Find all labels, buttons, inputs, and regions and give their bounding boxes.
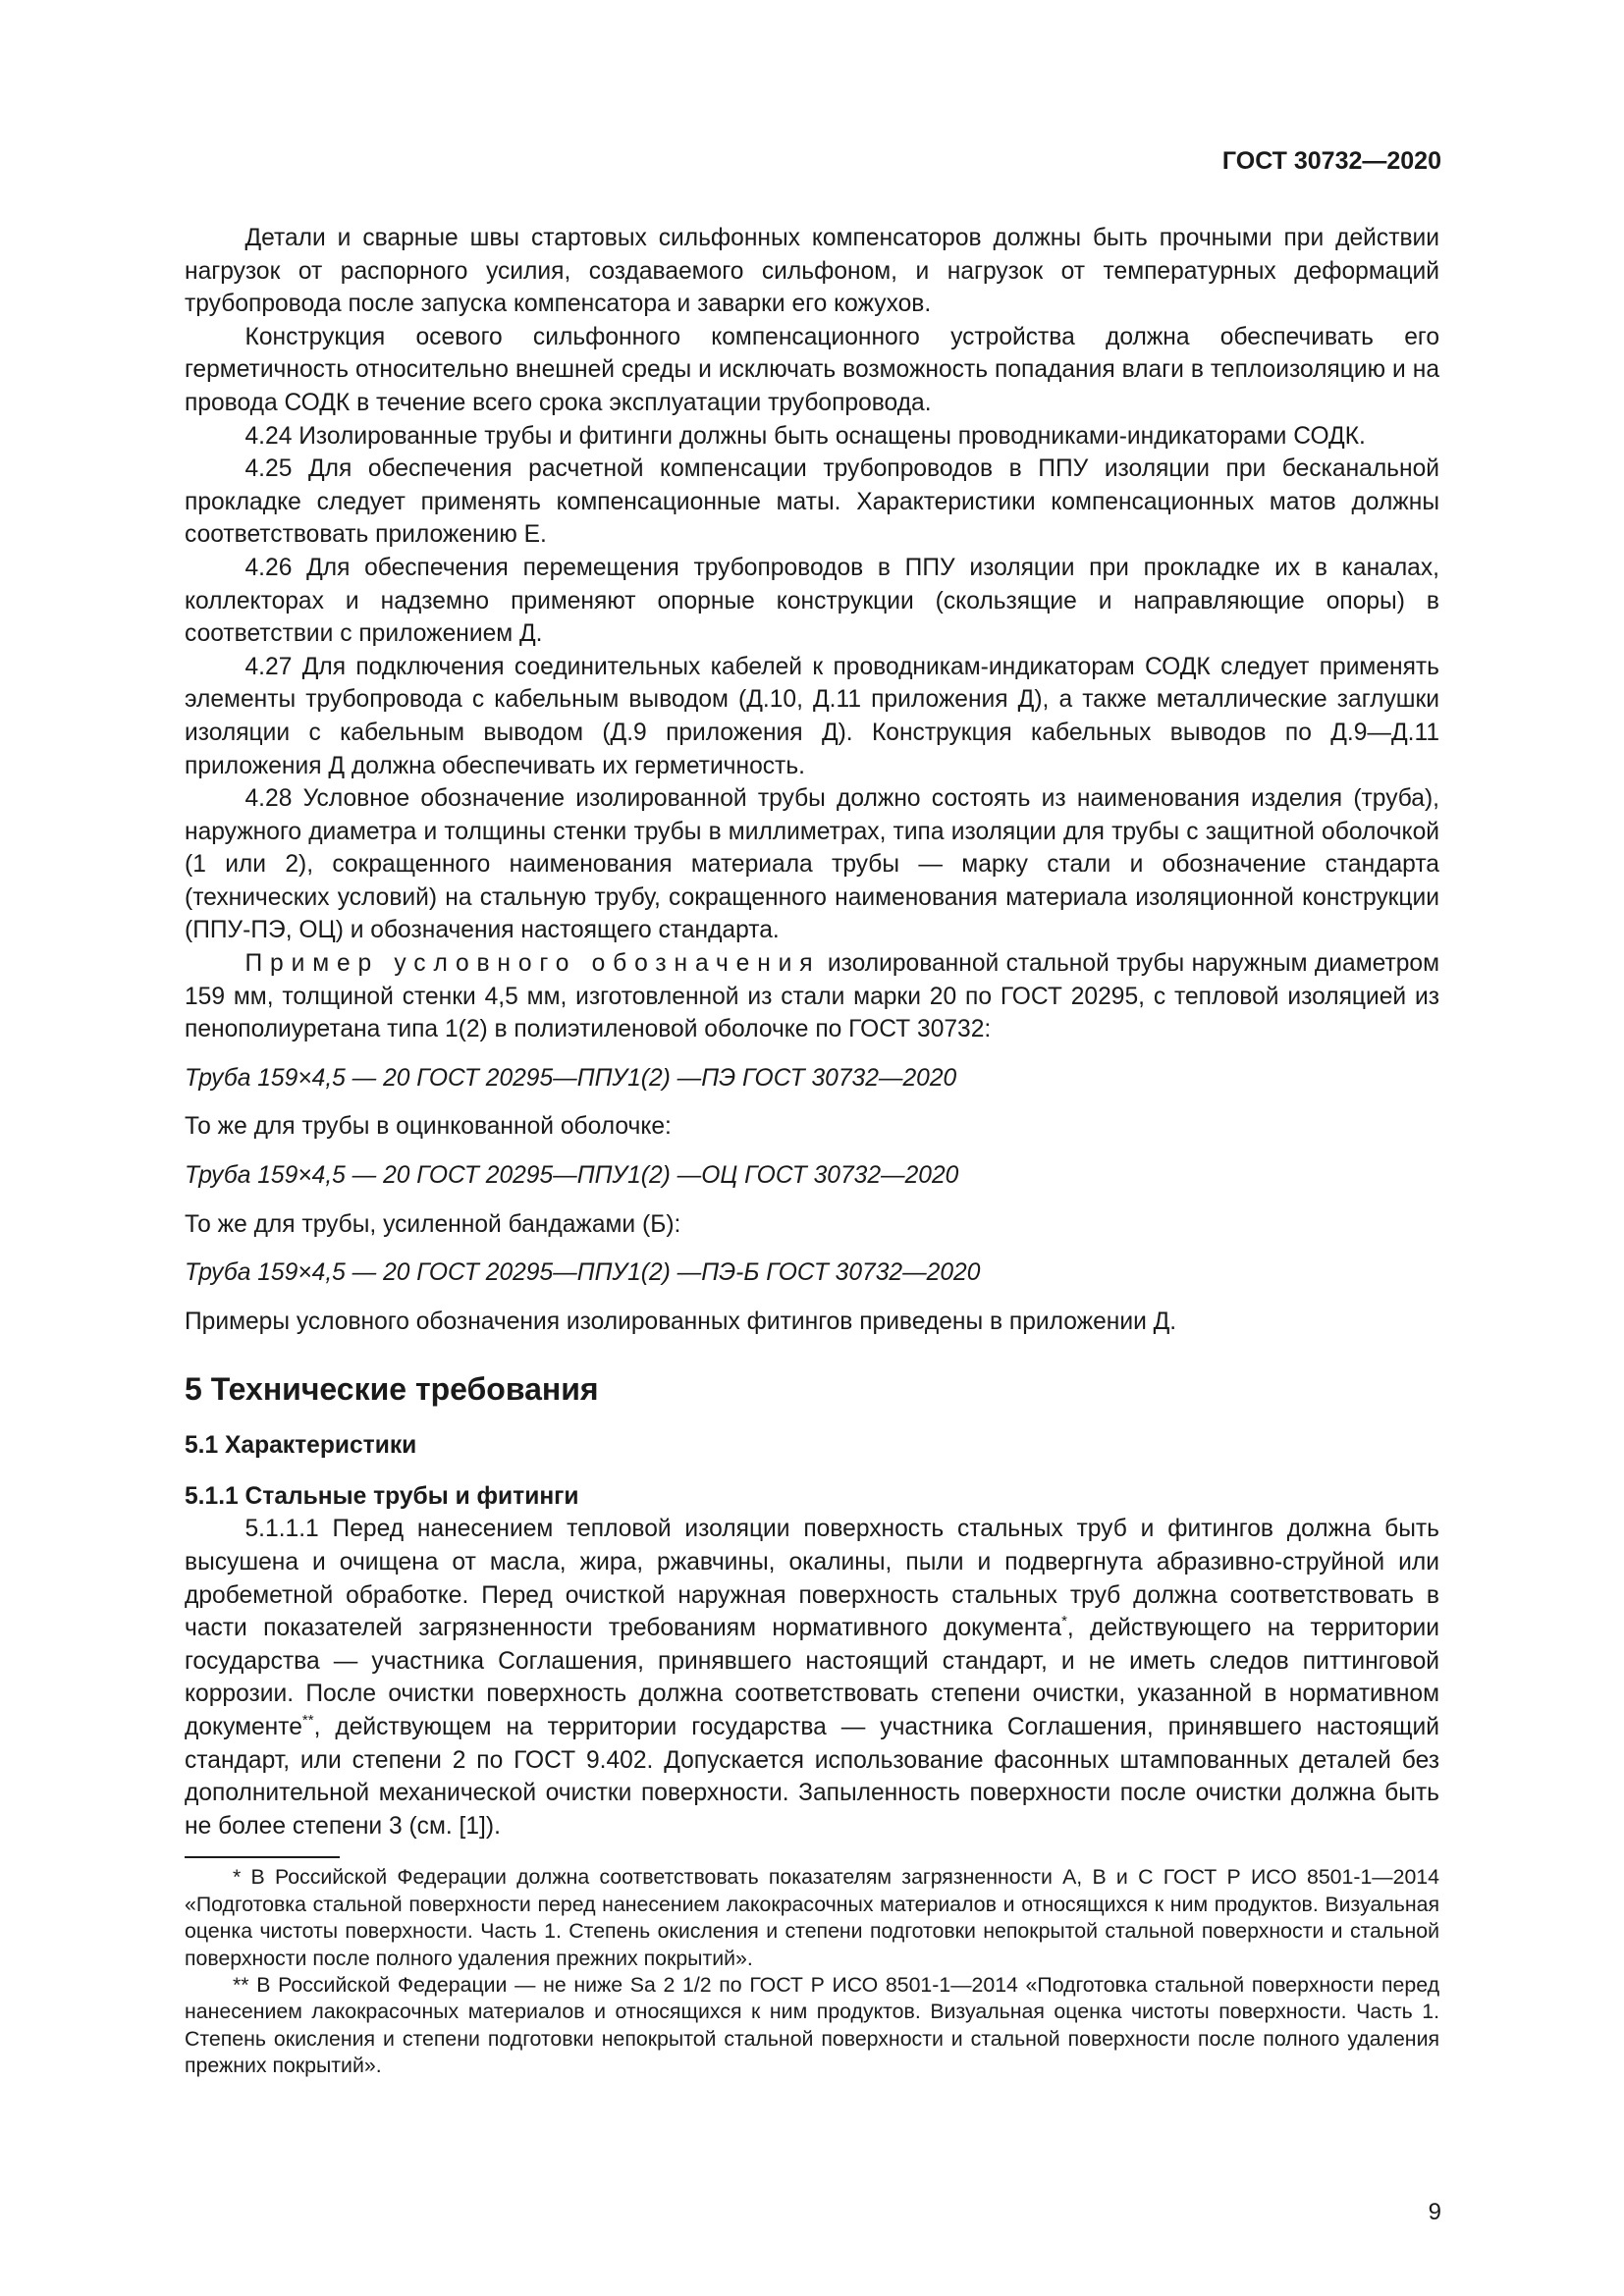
footnote-2: ** В Российской Федерации — не ниже Sa 2 1/2 по ГОСТ Р ИСО 8501-1—2014 «Подготовка стальной поверхности перед нанесением лакокрасочных материалов и относящихся к ним продуктов. Визуальная оценка чистоты поверхности. Часть 1. Степень окисления и степени подготовки непокрытой стальной поверхности и стальной поверхности после полного удаления прежних покрытий». bbox=[185, 1972, 1439, 2078]
footnote-1: * В Российской Федерации должна соответствовать показателям загрязненности А, В и С ГОСТ Р ИСО 8501-1—2014 «Подготовка стальной поверхности перед нанесением лакокрасочных материалов и относящихся к ним продуктов. Визуальная оценка чистоты поверхности. Часть 1. Степень окисления и степени подготовки непокрытой стальной поверхности и стальной поверхности после полного удаления прежних покрытий». bbox=[185, 1865, 1439, 1970]
page-number: 9 bbox=[1428, 2199, 1441, 2225]
clause-text: , действующем на территории государства — участника Соглашения, принявшего настоящий стандарт, или степени 2 по ГОСТ 9.402. Допускается использование фасонных штампованных деталей без дополнительной механической очистки поверхности. Запыленность поверхности после очистки должна быть не более степени 3 (см. [1]). bbox=[185, 1713, 1439, 1840]
paragraph: То же для трубы в оцинкованной оболочке: bbox=[185, 1113, 672, 1141]
footnote-divider bbox=[185, 1856, 340, 1858]
subsection-heading: 5.1 Характеристики bbox=[185, 1432, 417, 1460]
clause-4-27: 4.27 Для подключения соединительных кабелей к проводникам-индикаторам СОДК следует применять элементы трубопровода с кабельным выводом (Д.10, Д.11 приложения Д), а также металлические заглушки изоляции с кабельным выводом (Д.9 приложения Д). Конструкция кабельных выводов по Д.9—Д.11 приложения Д должна обеспечивать их герметичность. bbox=[185, 653, 1439, 779]
section-heading: 5 Технические требования bbox=[185, 1371, 599, 1408]
clause-text: , действующего на территории государства — участника Соглашения, принявшего настоящий стандарт, и не иметь следов питтинговой коррозии. После очистки поверхность должна соответствовать степени очистки, указанной в нормативном документе bbox=[185, 1615, 1439, 1740]
clause-4-24: 4.24 Изолированные трубы и фитинги должны быть оснащены проводниками-индикаторами СОДК. bbox=[244, 422, 1366, 450]
subsubsection-heading: 5.1.1 Стальные трубы и фитинги bbox=[185, 1483, 579, 1511]
designation-formula-3: Труба 159×4,5 — 20 ГОСТ 20295—ППУ1(2) —ПЭ-Б ГОСТ 30732—2020 bbox=[185, 1259, 981, 1287]
document-body bbox=[185, 222, 1439, 2080]
clause-5-1-1-1 bbox=[185, 1513, 1439, 1842]
paragraph: Примеры условного обозначения изолированных фитингов приведены в приложении Д. bbox=[185, 1308, 1177, 1335]
example-text: изолированной стальной трубы наружным диаметром 159 мм, толщиной стенки 4,5 мм, изготовленной из стали марки 20 по ГОСТ 20295, с тепловой изоляцией из пенополиуретана типа 1(2) в полиэтиленовой оболочке по ГОСТ 30732: bbox=[185, 950, 1439, 1043]
example-label: Пример условного обозначения bbox=[244, 950, 821, 978]
footnote-ref-1: * bbox=[1061, 1613, 1067, 1630]
footnotes bbox=[185, 1864, 1439, 2079]
paragraph: То же для трубы, усиленной бандажами (Б): bbox=[185, 1210, 681, 1238]
paragraph: Детали и сварные швы стартовых сильфонных компенсаторов должны быть прочными при действии нагрузок от распорного усилия, создаваемого сильфоном, и нагрузок от температурных деформаций трубопровода после запуска компенсатора и заварки его кожухов. bbox=[185, 225, 1439, 318]
clause-4-26: 4.26 Для обеспечения перемещения трубопроводов в ППУ изоляции при прокладке их в каналах, коллекторах и надземно применяют опорные конструкции (скользящие и направляющие опоры) в соответствии с приложением Д. bbox=[185, 554, 1439, 648]
document-header: ГОСТ 30732—2020 bbox=[1221, 147, 1441, 175]
clause-4-28: 4.28 Условное обозначение изолированной трубы должно состоять из наименования изделия (труба), наружного диаметра и толщины стенки трубы в миллиметрах, типа изоляции для трубы с защитной оболочкой (1 или 2), сокращенного наименования материала трубы — марку стали и обозначение стандарта (технических условий) на стальную трубу, сокращенного наименования материала изоляционной конструкции (ППУ-ПЭ, ОЦ) и обозначения настоящего стандарта. bbox=[185, 785, 1439, 944]
clause-text: 5.1.1.1 Перед нанесением тепловой изоляции поверхность стальных труб и фитингов должна быть высушена и очищена от масла, жира, ржавчины, окалины, пыли и подвергнута абразивно-струйной или дробеметной обработке. Перед очисткой наружная поверхность стальных труб должна соответствовать в части показателей загрязненности требованиям нормативного документа bbox=[185, 1516, 1439, 1642]
designation-formula-2: Труба 159×4,5 — 20 ГОСТ 20295—ППУ1(2) —ОЦ ГОСТ 30732—2020 bbox=[185, 1162, 959, 1190]
designation-formula-1: Труба 159×4,5 — 20 ГОСТ 20295—ППУ1(2) —ПЭ ГОСТ 30732—2020 bbox=[185, 1064, 957, 1092]
clause-4-25: 4.25 Для обеспечения расчетной компенсации трубопроводов в ППУ изоляции при бесканальной прокладке следует применять компенсационные маты. Характеристики компенсационных матов должны соответствовать приложению Е. bbox=[185, 455, 1439, 549]
footnote-ref-2: ** bbox=[301, 1711, 314, 1729]
example-paragraph bbox=[185, 947, 1439, 1046]
paragraph: Конструкция осевого сильфонного компенсационного устройства должна обеспечивать его герметичность относительно внешней среды и исключать возможность попадания влаги в теплоизоляцию и на провода СОДК в течение всего срока эксплуатации трубопровода. bbox=[185, 323, 1439, 416]
